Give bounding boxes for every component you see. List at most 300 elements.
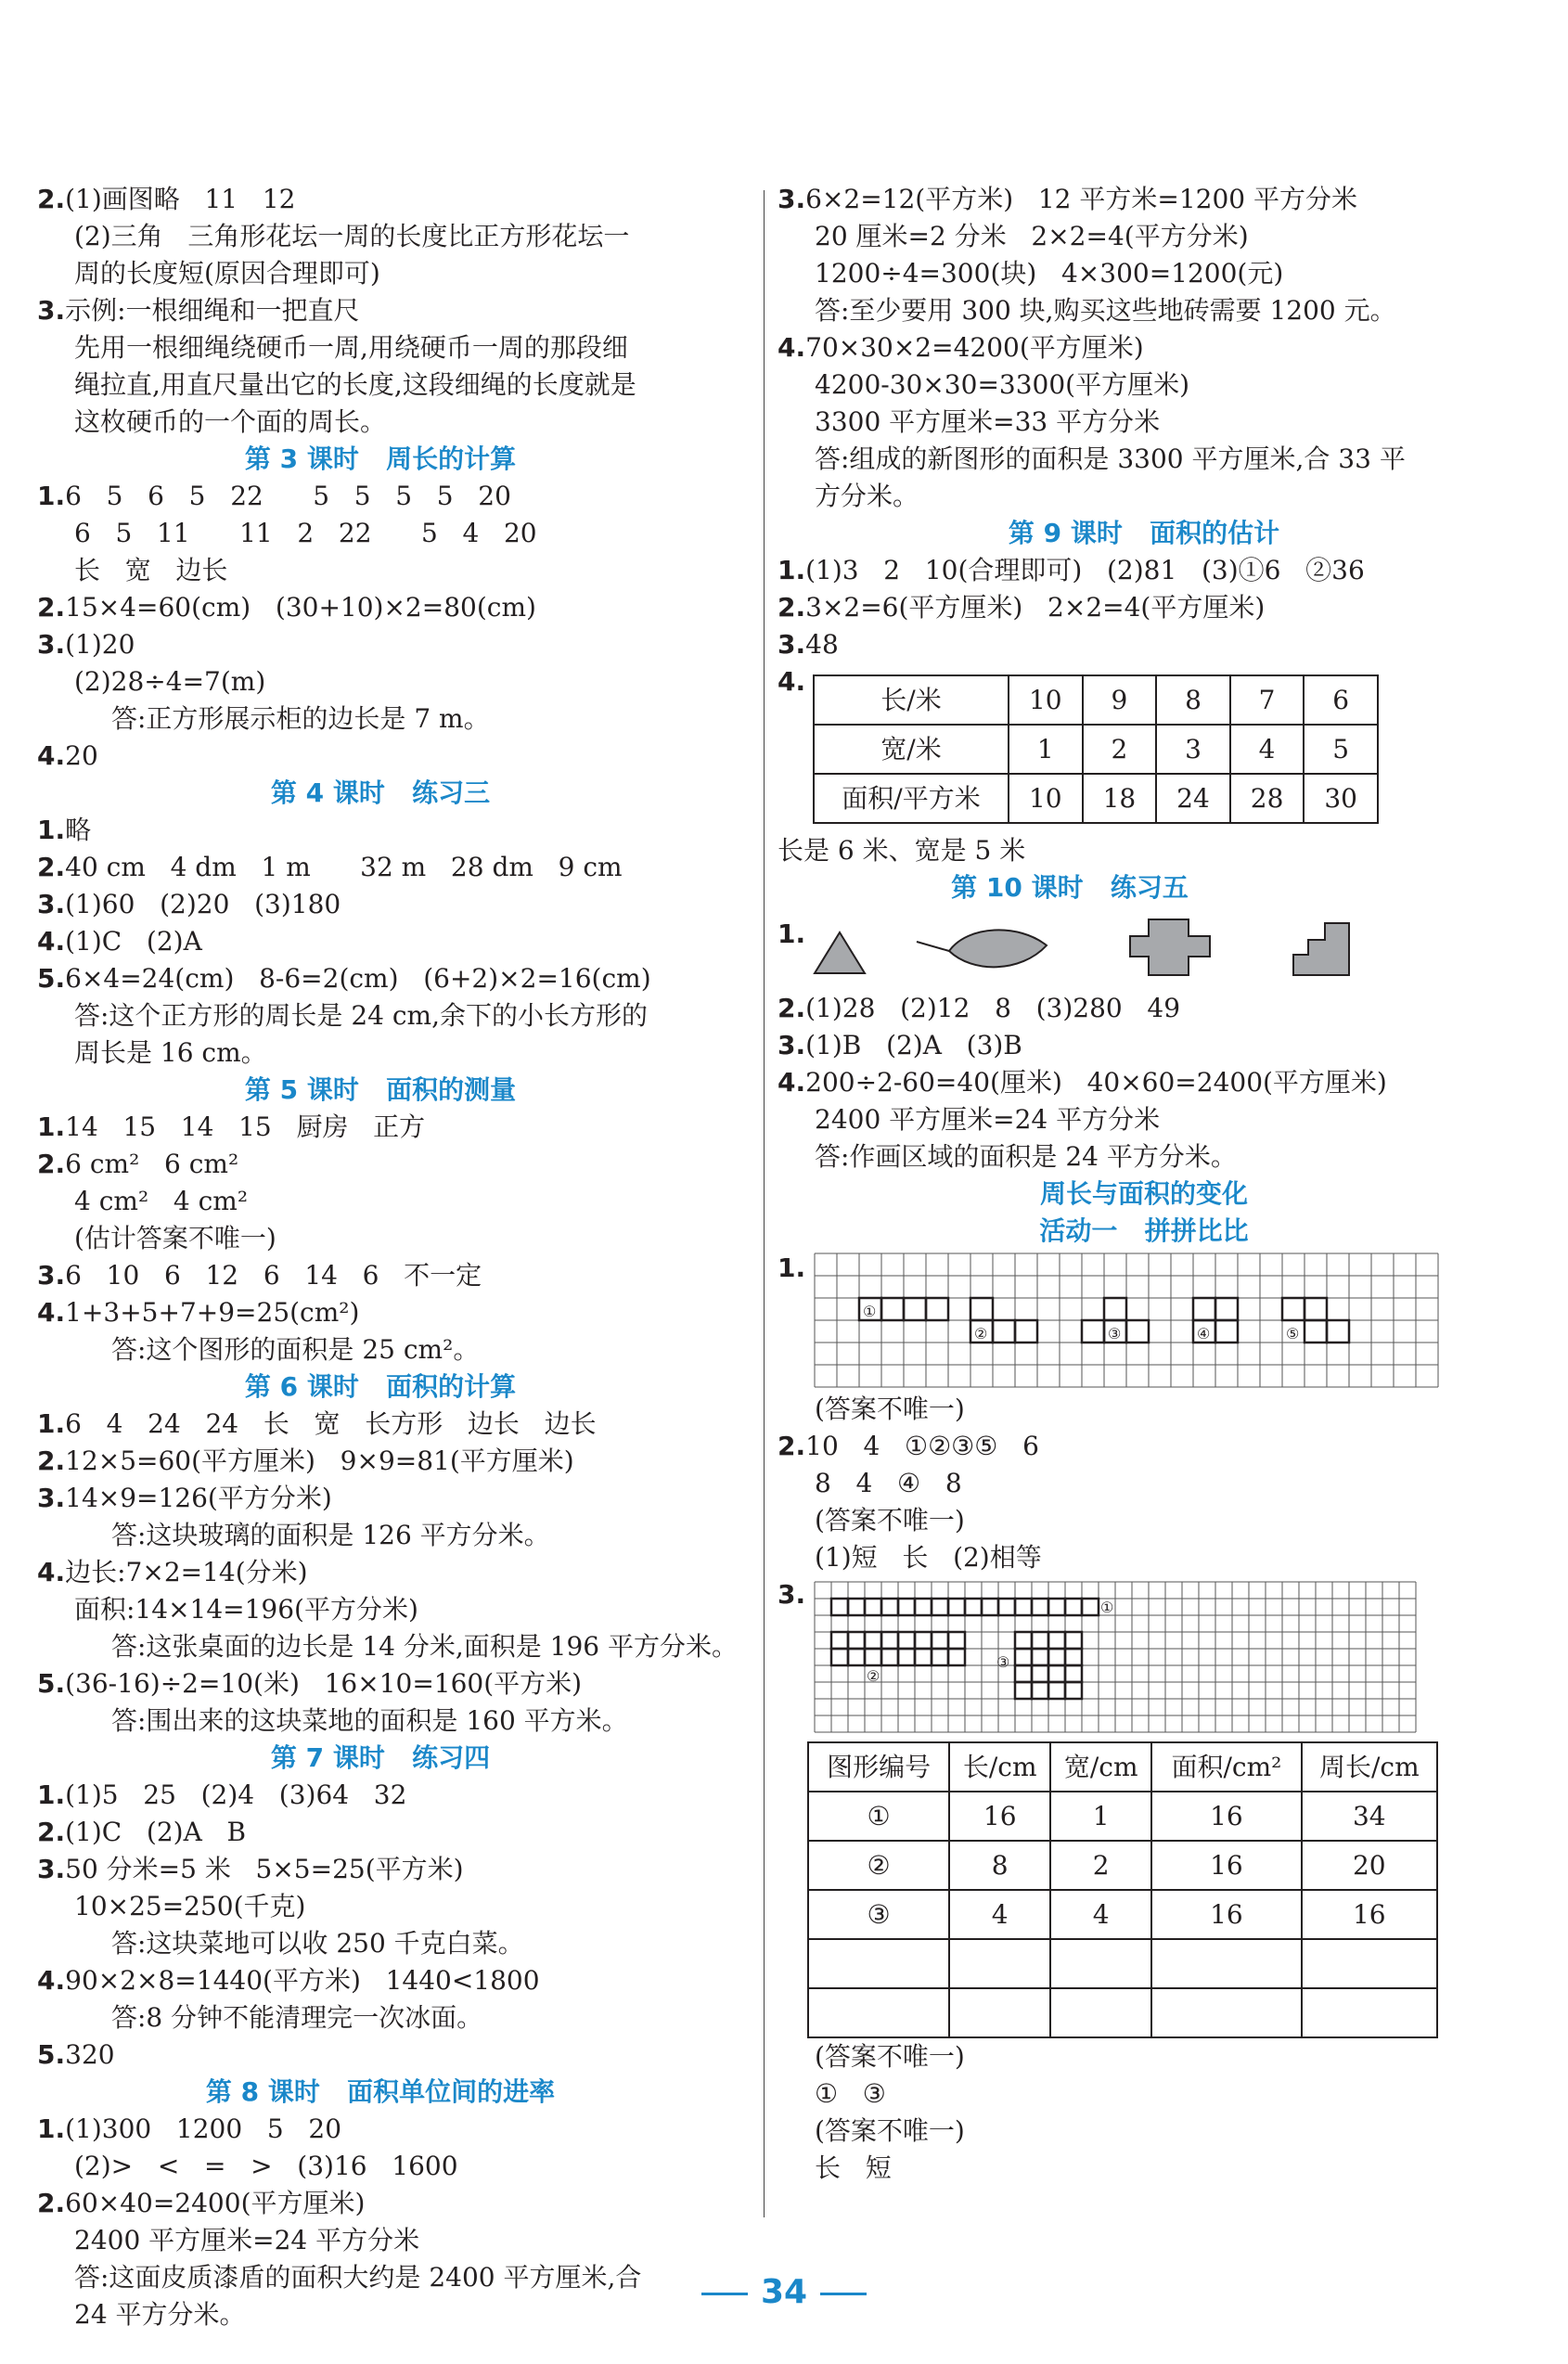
shapes-figure xyxy=(778,906,1427,990)
answer-text: 答:正方形展示柜的边长是 7 m。 xyxy=(111,703,490,734)
table-cell: 16 xyxy=(1302,1890,1437,1939)
table-cell xyxy=(1151,1939,1301,1988)
table-cell: 16 xyxy=(1151,1890,1301,1939)
question-number: 2. xyxy=(37,1149,66,1179)
table-cell: 4 xyxy=(1050,1890,1151,1939)
answer-text: 答:这块玻璃的面积是 126 平方分米。 xyxy=(111,1520,550,1550)
answer-text: 周长是 16 cm。 xyxy=(74,1037,267,1068)
shape-cell xyxy=(1015,1320,1037,1343)
answer-line xyxy=(778,218,1510,255)
table-cell xyxy=(808,1988,949,2037)
table-cell: 4 xyxy=(1230,725,1305,774)
shape-cell xyxy=(1104,1298,1126,1320)
shape-cell xyxy=(881,1599,898,1615)
question-number: 1. xyxy=(37,481,66,511)
answer-text: 6 10 6 12 6 14 6 不一定 xyxy=(65,1260,482,1291)
shape-cell xyxy=(1065,1599,1082,1615)
table-cell: 6 xyxy=(1304,675,1378,725)
answer-text: (1)28 (2)12 8 (3)280 49 xyxy=(805,993,1181,1023)
answer-line xyxy=(37,960,761,997)
answer-text: 20 厘米=2 分米 2×2=4(平方分米) xyxy=(815,221,1249,251)
answer-text: (1)60 (2)20 (3)180 xyxy=(65,889,341,919)
question-number: 1. xyxy=(778,555,806,585)
answer-line xyxy=(37,1109,761,1146)
table-cell: 1 xyxy=(1009,725,1083,774)
answer-text: (答案不唯一) xyxy=(815,1505,965,1535)
question-number: 2. xyxy=(37,1817,66,1847)
answer-text: (1)3 2 10(合理即可) (2)81 (3)①6 ②36 xyxy=(805,555,1365,585)
shape-cell xyxy=(1048,1682,1065,1699)
question-number: 4. xyxy=(37,1557,66,1587)
answer-text: (答案不唯一) xyxy=(815,2041,965,2072)
answer-text: 边长:7×2=14(分米) xyxy=(65,1557,308,1587)
answer-line xyxy=(37,700,761,738)
question-number: 2. xyxy=(37,184,66,214)
answer-text: (1)5 25 (2)4 (3)64 32 xyxy=(65,1779,407,1810)
right-mid2-block xyxy=(778,1391,1510,1576)
shape-cell xyxy=(948,1632,965,1649)
question-number: 2. xyxy=(778,993,806,1023)
answer-line xyxy=(37,923,761,960)
shape-cell xyxy=(848,1599,865,1615)
answer-line xyxy=(37,255,761,292)
answer-text: ① ③ xyxy=(815,2078,886,2109)
answer-text: 60×40=2400(平方厘米) xyxy=(65,2188,366,2218)
answer-line xyxy=(37,1962,761,1999)
shape-label: ③ xyxy=(996,1653,1010,1671)
table-row xyxy=(808,1792,1437,1841)
answer-line xyxy=(37,1702,761,1740)
shape-cell xyxy=(948,1649,965,1665)
answer-line xyxy=(778,1101,1510,1138)
shape-cell xyxy=(848,1649,865,1665)
shape-cell xyxy=(982,1599,998,1615)
grid-2-figure xyxy=(811,1578,1423,1734)
shape-cell xyxy=(1305,1320,1327,1343)
question-number: 2. xyxy=(37,852,66,882)
table-cell: 9 xyxy=(1083,675,1157,725)
answer-text: 长 宽 边长 xyxy=(74,555,228,585)
question-number: 5. xyxy=(37,963,66,994)
table-cell: 16 xyxy=(1151,1841,1301,1890)
answer-line xyxy=(37,1406,761,1443)
shape-label: ③ xyxy=(1108,1325,1122,1343)
question-number: 1. xyxy=(37,815,66,845)
answer-line xyxy=(37,738,761,775)
answer-line xyxy=(37,2036,761,2074)
question-number: 2. xyxy=(778,592,806,623)
shape-cell xyxy=(932,1599,948,1615)
answer-line xyxy=(778,1502,1510,1539)
answer-line xyxy=(37,329,761,366)
answer-line xyxy=(37,515,761,552)
answer-line xyxy=(37,1331,761,1368)
answer-text: 15×4=60(cm) (30+10)×2=80(cm) xyxy=(65,592,536,623)
section-heading: 第 6 课时 面积的计算 xyxy=(244,1371,517,1402)
question-number: 5. xyxy=(37,2039,66,2070)
cross-shape xyxy=(1130,919,1210,975)
shape-cell xyxy=(1015,1649,1032,1665)
shape-cell xyxy=(1032,1682,1048,1699)
answer-text: 3×2=6(平方厘米) 2×2=4(平方厘米) xyxy=(805,592,1266,623)
answer-line xyxy=(778,1138,1510,1176)
answer-line xyxy=(37,1034,761,1072)
answer-line xyxy=(37,478,761,515)
shape-cell xyxy=(1327,1320,1349,1343)
shape-cell xyxy=(915,1649,932,1665)
right-column xyxy=(778,181,1510,2187)
answer-text: 14×9=126(平方分米) xyxy=(65,1483,332,1513)
answer-text: 2400 平方厘米=24 平方分米 xyxy=(74,2225,420,2255)
shape-cell xyxy=(865,1599,881,1615)
answer-text: (答案不唯一) xyxy=(815,2115,965,2146)
answer-line xyxy=(37,1294,761,1331)
shape-cell xyxy=(1048,1649,1065,1665)
answer-line xyxy=(778,990,1510,1027)
table-row xyxy=(808,1841,1437,1890)
answer-line xyxy=(778,441,1510,478)
shape-cell xyxy=(831,1599,848,1615)
table-cell: 20 xyxy=(1302,1841,1437,1890)
left-column xyxy=(37,181,761,2333)
table-cell: 30 xyxy=(1304,774,1378,823)
right-bottom-block xyxy=(778,2038,1510,2187)
table-cell: 8 xyxy=(949,1841,1050,1890)
shape-cell xyxy=(898,1632,915,1649)
shape-cell xyxy=(1015,1665,1032,1682)
shape-cell xyxy=(1032,1665,1048,1682)
leaf-shape xyxy=(917,930,1047,967)
question-number: 3. xyxy=(778,1030,806,1060)
answer-text: 70×30×2=4200(平方厘米) xyxy=(805,332,1144,363)
stair-shape xyxy=(1293,923,1349,975)
answer-text: (1)C (2)A xyxy=(65,926,202,957)
table-cell: 28 xyxy=(1230,774,1305,823)
answer-text: 略 xyxy=(65,815,92,845)
answer-line xyxy=(778,181,1510,218)
answer-text: 这枚硬币的一个面的周长。 xyxy=(74,406,387,437)
triangle-shape xyxy=(815,932,865,973)
table-header-cell: 长/cm xyxy=(949,1742,1050,1792)
table-cell: 2 xyxy=(1050,1841,1151,1890)
answer-line xyxy=(778,1027,1510,1064)
answer-line xyxy=(778,1539,1510,1576)
answer-line xyxy=(37,366,761,404)
answer-text: (答案不唯一) xyxy=(815,1394,965,1424)
question-number: 2. xyxy=(37,1445,66,1476)
shape-cell xyxy=(865,1649,881,1665)
table-cell: 宽/米 xyxy=(814,725,1009,774)
shape-cell xyxy=(1015,1682,1032,1699)
shape-cell xyxy=(881,1649,898,1665)
answer-text: 示例:一根细绳和一把直尺 xyxy=(65,295,360,326)
shape-cell xyxy=(1082,1320,1104,1343)
shape-cell xyxy=(881,1632,898,1649)
page-footer xyxy=(0,2273,1568,2311)
section-heading: 第 9 课时 面积的估计 xyxy=(1008,518,1280,548)
question-number: 2. xyxy=(37,592,66,623)
answer-text: (2)三角 三角形花坛一周的长度比正方形花坛一 xyxy=(74,221,630,251)
question-number: 3. xyxy=(37,1854,66,1884)
answer-text: (1)20 xyxy=(65,629,135,660)
answer-text: 3300 平方厘米=33 平方分米 xyxy=(815,406,1161,437)
answer-line xyxy=(37,292,761,329)
answer-line xyxy=(37,1888,761,1925)
shape-cell xyxy=(915,1632,932,1649)
question-number: 3. xyxy=(37,1260,66,1291)
shape-cell xyxy=(1305,1298,1327,1320)
answer-text: 方分米。 xyxy=(815,481,919,511)
answer-text: 答:8 分钟不能清理完一次冰面。 xyxy=(111,2002,483,2033)
answer-text: 1200÷4=300(块) 4×300=1200(元) xyxy=(815,258,1284,289)
answer-text: 6 5 6 5 22 5 5 5 5 20 xyxy=(65,481,511,511)
answer-text: 答:至少要用 300 块,购买这些地砖需要 1200 元。 xyxy=(815,295,1396,326)
answer-text: 答:这张桌面的边长是 14 分米,面积是 196 平方分米。 xyxy=(111,1631,739,1662)
answer-line xyxy=(37,2111,761,2148)
question-number: 4. xyxy=(37,926,66,957)
shape-label: ① xyxy=(1100,1599,1114,1616)
answer-line xyxy=(37,849,761,886)
answer-line xyxy=(37,997,761,1034)
answer-line xyxy=(778,2075,1510,2113)
shape-label: ② xyxy=(867,1667,880,1685)
question-number: 3. xyxy=(778,1579,806,1610)
answer-text: 先用一根细绳绕硬币一周,用绕硬币一周的那段细 xyxy=(74,332,628,363)
answer-text: 绳拉直,用直尺量出它的长度,这段细绳的长度就是 xyxy=(74,369,636,400)
answer-text: (36-16)÷2=10(米) 16×10=160(平方米) xyxy=(65,1668,583,1699)
table-cell: 7 xyxy=(1230,675,1305,725)
question-number: 4. xyxy=(37,1297,66,1328)
question-number: 1. xyxy=(37,1779,66,1810)
table-cell: 3 xyxy=(1156,725,1230,774)
shape-cell xyxy=(1282,1298,1305,1320)
answer-line xyxy=(778,329,1510,366)
shape-cell xyxy=(1048,1632,1065,1649)
right-top-block xyxy=(778,181,1510,663)
table-header-cell: 面积/cm² xyxy=(1151,1742,1301,1792)
shape-label: ⑤ xyxy=(1286,1325,1300,1343)
table-cell: 24 xyxy=(1156,774,1230,823)
answer-text: (1)画图略 11 12 xyxy=(65,184,296,214)
question-number: 4. xyxy=(778,332,806,363)
section-heading: 周长与面积的变化 xyxy=(1039,1178,1248,1209)
answer-line xyxy=(778,255,1510,292)
shape-label: ④ xyxy=(1197,1325,1211,1343)
shape-table xyxy=(807,1741,1438,2038)
answer-line xyxy=(37,1183,761,1220)
answer-text: 10×25=250(千克) xyxy=(74,1891,306,1921)
table-cell xyxy=(1050,1939,1151,1988)
answer-text: 200÷2-60=40(厘米) 40×60=2400(平方厘米) xyxy=(805,1067,1387,1098)
shape-cell xyxy=(993,1320,1015,1343)
answer-text: (2)> < = > (3)16 1600 xyxy=(74,2151,458,2181)
section-heading: 第 4 课时 练习三 xyxy=(270,777,491,808)
answer-line xyxy=(778,366,1510,404)
table-row xyxy=(814,774,1378,823)
answer-line xyxy=(37,886,761,923)
answer-text: (1)B (2)A (3)B xyxy=(805,1030,1022,1060)
answer-text: (1)短 长 (2)相等 xyxy=(815,1542,1042,1573)
shapes-row xyxy=(778,906,1510,990)
table-cell: 16 xyxy=(1151,1792,1301,1841)
answer-text: 6×2=12(平方米) 12 平方米=1200 平方分米 xyxy=(805,184,1358,214)
question-number: 3. xyxy=(37,629,66,660)
answer-text: 4200-30×30=3300(平方厘米) xyxy=(815,369,1190,400)
answer-text: 答:组成的新图形的面积是 3300 平方厘米,合 33 平 xyxy=(815,443,1406,474)
table-cell: 34 xyxy=(1302,1792,1437,1841)
answer-line xyxy=(778,626,1510,663)
answer-line xyxy=(778,478,1510,515)
shape-cell xyxy=(1032,1632,1048,1649)
table-row xyxy=(808,1890,1437,1939)
answer-line xyxy=(37,1777,761,1814)
answer-text: 答:这个图形的面积是 25 cm²。 xyxy=(111,1334,480,1365)
answer-text: 答:围出来的这块菜地的面积是 160 平方米。 xyxy=(111,1705,628,1736)
question-number: 1. xyxy=(37,1408,66,1439)
answer-text: (估计答案不唯一) xyxy=(74,1223,276,1253)
lesson-10-title: 第 10 课时 练习五 xyxy=(951,872,1189,903)
answer-line xyxy=(778,1428,1510,1465)
table-cell xyxy=(1302,1988,1437,2037)
answer-text: 8 4 ④ 8 xyxy=(815,1468,962,1498)
shape-cell xyxy=(926,1298,948,1320)
answer-line xyxy=(37,1925,761,1962)
footer-rule-left xyxy=(701,2293,748,2295)
shape-cell xyxy=(1015,1632,1032,1649)
table-cell: 16 xyxy=(949,1792,1050,1841)
table-cell: 18 xyxy=(1083,774,1157,823)
question-number: 2. xyxy=(37,2188,66,2218)
answer-line xyxy=(37,552,761,589)
shape-cell xyxy=(1065,1665,1082,1682)
answer-text: 答:作画区域的面积是 24 平方分米。 xyxy=(815,1141,1237,1172)
question-number: 4. xyxy=(778,666,806,697)
shape-cell xyxy=(1032,1649,1048,1665)
question-number: 3. xyxy=(778,184,806,214)
shape-label: ② xyxy=(974,1325,988,1343)
answer-line xyxy=(778,2113,1510,2150)
answer-text: 24 平方分米。 xyxy=(74,2299,246,2330)
section-heading: 第 8 课时 面积单位间的进率 xyxy=(205,2076,556,2107)
table-row xyxy=(808,1939,1437,1988)
table-cell: 5 xyxy=(1304,725,1378,774)
answer-line xyxy=(37,1146,761,1183)
answer-line xyxy=(778,1391,1510,1428)
table-cell xyxy=(949,1939,1050,1988)
shape-cell xyxy=(998,1599,1015,1615)
shape-label: ① xyxy=(863,1303,877,1320)
answer-line xyxy=(37,1480,761,1517)
shape-cell xyxy=(1048,1665,1065,1682)
table-row xyxy=(814,725,1378,774)
answer-text: 6 cm² 6 cm² xyxy=(65,1149,239,1179)
shape-cell xyxy=(898,1649,915,1665)
shape-cell xyxy=(915,1599,932,1615)
table-cell xyxy=(1151,1988,1301,2037)
answer-line xyxy=(778,292,1510,329)
shape-cell xyxy=(898,1599,915,1615)
table-cell: 面积/平方米 xyxy=(814,774,1009,823)
answer-text: 4 cm² 4 cm² xyxy=(74,1186,249,1216)
answer-line xyxy=(778,1465,1510,1502)
answer-line xyxy=(778,1064,1510,1101)
table-cell: 8 xyxy=(1156,675,1230,725)
answer-line xyxy=(37,1554,761,1591)
answer-line xyxy=(37,589,761,626)
answer-text: 面积:14×14=196(平方分米) xyxy=(74,1594,418,1625)
shape-cell xyxy=(831,1649,848,1665)
right-mid-block xyxy=(778,990,1510,1250)
answer-text: 答:这个正方形的周长是 24 cm,余下的小长方形的 xyxy=(74,1000,648,1031)
answer-line xyxy=(37,812,761,849)
grid-1-figure xyxy=(811,1250,1442,1391)
answer-line xyxy=(37,626,761,663)
answer-text: 320 xyxy=(65,2039,115,2070)
answer-line xyxy=(37,1443,761,1480)
answer-text: 90×2×8=1440(平方米) 1440<1800 xyxy=(65,1965,540,1996)
shape-cell xyxy=(932,1649,948,1665)
shape-cell xyxy=(948,1599,965,1615)
answer-text: 周的长度短(原因合理即可) xyxy=(74,258,380,289)
section-heading: 第 5 课时 面积的测量 xyxy=(244,1074,517,1105)
shape-cell xyxy=(1065,1649,1082,1665)
table-cell: 长/米 xyxy=(814,675,1009,725)
grid-2-block xyxy=(778,1576,1510,1732)
answer-line xyxy=(37,2148,761,2185)
table-cell: 10 xyxy=(1009,675,1083,725)
question-number: 1. xyxy=(778,1253,806,1283)
answer-line xyxy=(778,2038,1510,2075)
answer-text: 6×4=24(cm) 8-6=2(cm) (6+2)×2=16(cm) xyxy=(65,963,651,994)
table-cell: 4 xyxy=(949,1890,1050,1939)
answer-text: 2400 平方厘米=24 平方分米 xyxy=(815,1104,1161,1135)
table-cell xyxy=(1050,1988,1151,2037)
table-cell xyxy=(949,1988,1050,2037)
answer-text: 1+3+5+7+9=25(cm²) xyxy=(65,1297,360,1328)
table-cell: 1 xyxy=(1050,1792,1151,1841)
shape-cell xyxy=(1015,1599,1032,1615)
answer-line xyxy=(778,589,1510,626)
answer-line xyxy=(37,1814,761,1851)
table-cell xyxy=(1302,1939,1437,1988)
answer-text: 6 5 11 11 2 22 5 4 20 xyxy=(74,518,537,548)
table-cell: ① xyxy=(808,1792,949,1841)
table-cell xyxy=(808,1939,949,1988)
answer-text: (1)C (2)A B xyxy=(65,1817,247,1847)
question-number: 4. xyxy=(37,1965,66,1996)
answer-line xyxy=(37,1628,761,1665)
answer-text: 40 cm 4 dm 1 m 32 m 28 dm 9 cm xyxy=(65,852,623,882)
table-cell: ③ xyxy=(808,1890,949,1939)
shape-cell xyxy=(904,1298,926,1320)
answer-line xyxy=(37,1851,761,1888)
question-number: 3. xyxy=(778,629,806,660)
question-number: 2. xyxy=(778,1431,806,1461)
shape-cell xyxy=(1048,1599,1065,1615)
answer-line xyxy=(37,1665,761,1702)
answer-text: 20 xyxy=(65,740,98,771)
question-number: 3. xyxy=(37,889,66,919)
shape-cell xyxy=(965,1599,982,1615)
table-header-row xyxy=(808,1742,1437,1792)
question-number: 5. xyxy=(37,1668,66,1699)
question-number: 4. xyxy=(37,740,66,771)
estimate-table-block xyxy=(778,663,1510,832)
answer-line xyxy=(37,1220,761,1257)
estimate-note: 长是 6 米、宽是 5 米 xyxy=(778,835,1026,866)
shape-cell xyxy=(831,1632,848,1649)
answer-text: (1)300 1200 5 20 xyxy=(65,2113,342,2144)
